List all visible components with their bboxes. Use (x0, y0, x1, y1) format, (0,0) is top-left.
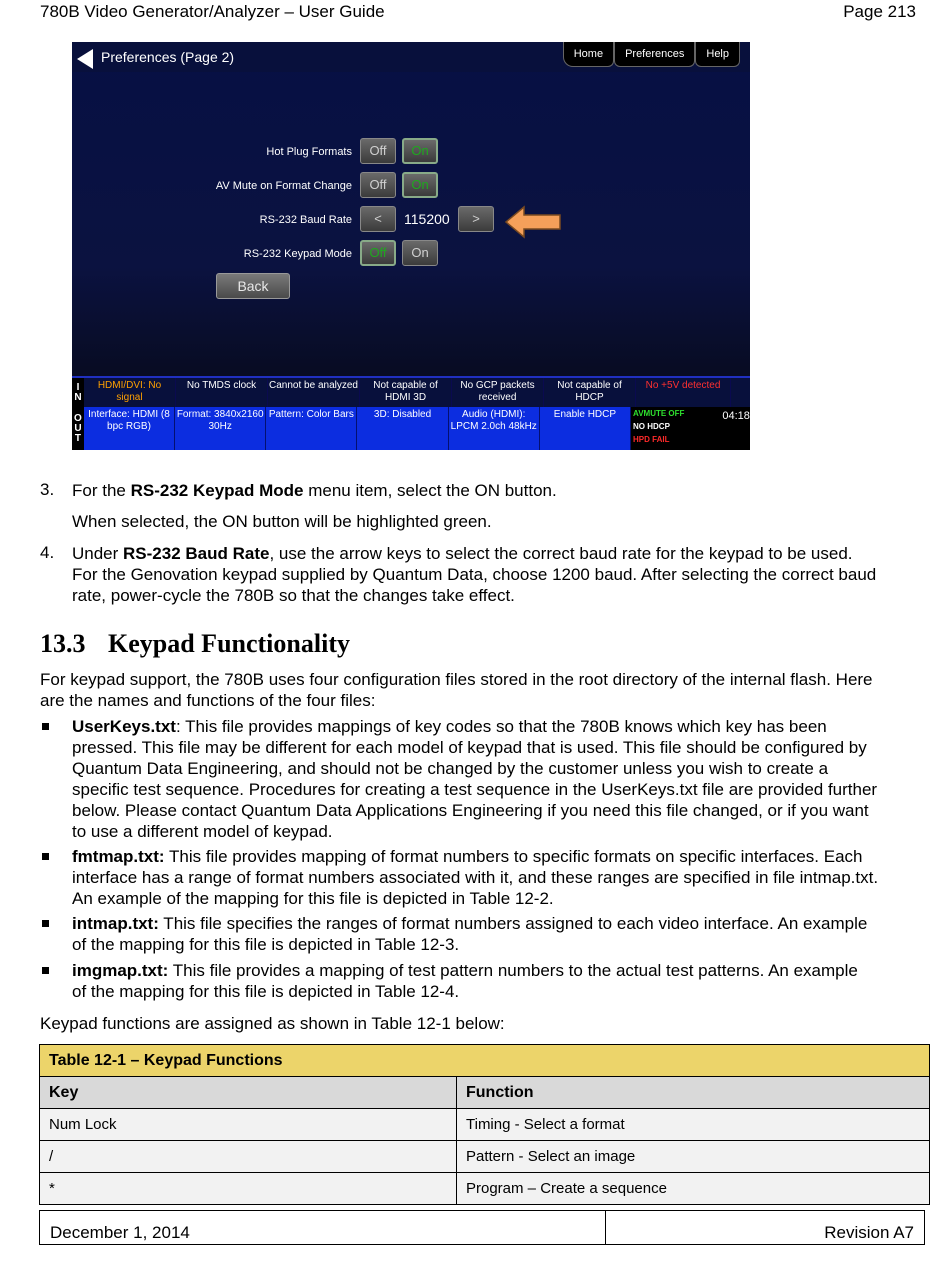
imgmap-line: of the mapping for this file is depicted in Table 12-4. (72, 982, 460, 1001)
baud-rate-value: 115200 (404, 211, 450, 227)
fmtmap-line: fmtmap.txt: This file provides mapping of format numbers to specific formats on specific interfaces. Each (72, 847, 863, 866)
pointer-arrow-icon (504, 205, 562, 239)
intro-line-1: For keypad support, the 780B uses four configuration files stored in the root directory of the internal flash. Here (40, 670, 873, 689)
userkeys-line: pressed. This file may be different for each model of keypad that is used. This file should be configured by (72, 738, 867, 757)
input-status-bar (72, 376, 750, 408)
userkeys-line: UserKeys.txt: This file provides mappings of key codes so that the 780B knows which key has been (72, 717, 827, 736)
output-indicators (631, 407, 722, 450)
back-arrow-icon[interactable] (77, 49, 93, 69)
footer-date: December 1, 2014 (50, 1223, 190, 1242)
page-number: Page 213 (843, 2, 916, 21)
back-button[interactable]: Back (216, 273, 290, 299)
status-cell: No +5V detected (636, 378, 731, 408)
keypad-off-button[interactable]: Off (360, 240, 396, 266)
imgmap-line: imgmap.txt: This file provides a mapping of test pattern numbers to the actual test patterns. An example (72, 961, 858, 980)
status-cell: Cannot be analyzed (268, 378, 360, 408)
table-row (40, 1109, 930, 1141)
status-cell[interactable]: Pattern: Color Bars (266, 407, 357, 450)
status-cell: HDMI/DVI: No signal (84, 378, 176, 408)
keypad-functions-table (39, 1044, 930, 1205)
footer-revision: Revision A7 (824, 1223, 914, 1242)
av-mute-off-button[interactable]: Off (360, 172, 396, 198)
avmute-indicator: AVMUTE OFF (633, 409, 685, 418)
hot-plug-formats-label: Hot Plug Formats (266, 146, 352, 158)
table-row (40, 1141, 930, 1173)
home-button[interactable]: Home (563, 42, 614, 67)
userkeys-line: below. Please contact Quantum Data Applications Engineering if you need this file changed, or if you want (72, 801, 869, 820)
table-cell: Timing - Select a format (457, 1109, 930, 1141)
page-footer (39, 1210, 925, 1245)
hpd-indicator: HPD FAIL (633, 435, 670, 444)
intmap-line: of the mapping for this file is depicted in Table 12-3. (72, 935, 460, 954)
hot-plug-on-button[interactable]: On (402, 138, 438, 164)
status-cell[interactable]: Format: 3840x2160 30Hz (175, 407, 266, 450)
av-mute-on-button[interactable]: On (402, 172, 438, 198)
step-4-line2: For the Genovation keypad supplied by Quantum Data, choose 1200 baud. After selecting the correct baud (72, 565, 877, 584)
clock: 04:18 (722, 407, 750, 450)
page-header-left: 780B Video Generator/Analyzer – User Guide (40, 2, 385, 21)
bullet-icon (42, 920, 49, 927)
bullet-icon (42, 723, 49, 730)
baud-rate-label: RS-232 Baud Rate (259, 214, 352, 226)
table-cell: * (40, 1173, 457, 1205)
hdcp-indicator: NO HDCP (633, 422, 670, 431)
nav-buttons (563, 42, 740, 68)
table-caption: Table 12-1 – Keypad Functions (40, 1045, 930, 1077)
step-3-note: When selected, the ON button will be highlighted green. (72, 512, 492, 531)
status-cell: No TMDS clock (176, 378, 268, 408)
fmtmap-line: interface has a range of format numbers associated with it, and these ranges are specified in file intmap.txt. (72, 868, 879, 887)
out-label: O U T (72, 407, 84, 450)
av-mute-label: AV Mute on Format Change (215, 180, 352, 192)
table-header: Function (457, 1077, 930, 1109)
table-intro: Keypad functions are assigned as shown in Table 12-1 below: (40, 1014, 505, 1033)
status-cell[interactable]: Enable HDCP (540, 407, 631, 450)
output-status-bar (72, 407, 750, 450)
table-row (40, 1173, 930, 1205)
keypad-on-button[interactable]: On (402, 240, 438, 266)
step-3-text: For the RS-232 Keypad Mode menu item, select the ON button. (72, 481, 557, 500)
userkeys-line: to use a different model of keypad. (72, 822, 333, 841)
bullet-icon (42, 967, 49, 974)
status-cell: Not capable of HDCP (544, 378, 636, 408)
step-4-line3: rate, power-cycle the 780B so that the changes take effect. (72, 586, 515, 605)
status-cell[interactable]: Audio (HDMI): LPCM 2.0ch 48kHz (449, 407, 540, 450)
intro-line-2: are the names and functions of the four files: (40, 691, 376, 710)
table-cell: Program – Create a sequence (457, 1173, 930, 1205)
footer-divider (605, 1211, 606, 1244)
userkeys-line: specific test sequence. Procedures for creating a test sequence in the UserKeys.txt file are provided further (72, 780, 878, 799)
help-button[interactable]: Help (695, 42, 740, 67)
table-cell: Num Lock (40, 1109, 457, 1141)
baud-prev-button[interactable]: < (360, 206, 396, 232)
table-cell: / (40, 1141, 457, 1173)
table-cell: Pattern - Select an image (457, 1141, 930, 1173)
fmtmap-line: An example of the mapping for this file is depicted in Table 12-2. (72, 889, 554, 908)
section-heading: 13.3 Keypad Functionality (40, 629, 350, 658)
step-number: 4. (40, 543, 55, 562)
table-header: Key (40, 1077, 457, 1109)
screen-title: Preferences (Page 2) (101, 49, 235, 65)
step-number: 3. (40, 480, 55, 499)
preferences-button[interactable]: Preferences (614, 42, 695, 67)
preferences-screenshot (72, 42, 750, 450)
status-cell[interactable]: Interface: HDMI (8 bpc RGB) (84, 407, 175, 450)
intmap-line: intmap.txt: This file specifies the ranges of format numbers assigned to each video interface. An example (72, 914, 868, 933)
in-label: I N (72, 378, 84, 408)
userkeys-line: Quantum Data Engineering, and should not be changed by the customer unless you wish to create a (72, 759, 829, 778)
bullet-icon (42, 853, 49, 860)
hot-plug-off-button[interactable]: Off (360, 138, 396, 164)
status-cell: Not capable of HDMI 3D (360, 378, 452, 408)
status-cell[interactable]: 3D: Disabled (357, 407, 448, 450)
step-4-text: Under RS-232 Baud Rate, use the arrow keys to select the correct baud rate for the keypad to be used. (72, 544, 853, 563)
baud-next-button[interactable]: > (458, 206, 494, 232)
keypad-mode-label: RS-232 Keypad Mode (243, 248, 352, 260)
status-cell: No GCP packets received (452, 378, 544, 408)
